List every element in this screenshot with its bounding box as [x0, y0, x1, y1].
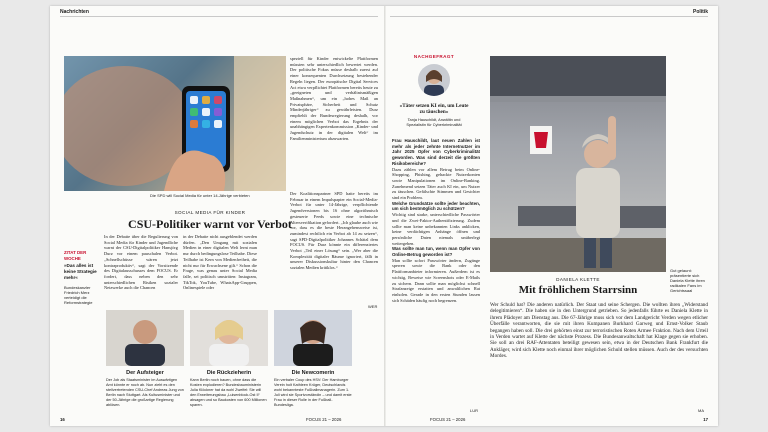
- interview-answer-2: Wichtig sind starke, unterschiedliche Passwörter und die Zwei-Faktor-Authentifizierung. Zudem sollte man keine unbekannten Links anklicken, keine verdächtigen Anhänge öffnen und persönliche Daten niemals unüberlegt weitergeben.: [392, 212, 480, 246]
- interview-question-3: Was sollte man tun, wenn man Opfer von Online-Betrug geworden ist?: [392, 246, 480, 258]
- quote-attribution: Bundeskanzler Friedrich Merz verteidigt die Reformstrategie: [64, 285, 93, 305]
- article-kicker-left: SOCIAL MEDIA FÜR KINDER: [174, 210, 246, 215]
- interview-signature: LUR: [470, 408, 479, 413]
- article-headline-left: CSU-Politiker warnt vor Verbot: [128, 217, 292, 231]
- page-number-right: 17: [703, 417, 708, 422]
- article-body-col2: [183, 234, 257, 304]
- courtroom-photo: [490, 56, 666, 272]
- interview-portrait: [418, 64, 450, 96]
- profile-photo-newcomerin: [274, 310, 352, 366]
- body-col3b: Der Koalitionspartner SPD hatte bereits im Februar in einem Impulspapier ein Social-Media-Verbot für unter 14-Jährige, verpflichtende Jugendversionen bis 16 ohne algorithmisch gesteuerte Feeds sowie eine technische Altersverifikation gefordert. „Ich glaube auch wie vor, dass es die beste Herangehensweise ist, zumindest rechtlich ein Verbot ab 14 zu setzen“, sagt SPD-Digitalpolitiker Johannes Schätzl dem FOCUS. Für Durz könnte ein differenziertes Verbot „Teil einer Lösung“ sein. „Wer aber die Komplexität digitaler Räume ignoriert, fällt in unserer Diskussionskultur hinter den Chancen sozialen Medien kritiklos.“: [290, 191, 378, 271]
- profile-photo-rueckzieherin: [190, 310, 268, 366]
- profile-text: Kann Berlin noch bauen, ohne dass die Kosten explodieren? Bundesbauministerin Julia Klöckner hat da wohl Zweifel: Sie will den Erweiterungsbau „Luisenblock-Ost II“ absagen und so Baukosten von 600 Millionen sparen.: [190, 378, 267, 407]
- interview-answer-1: Dazu zählen vor allem Betrug beim Online-Shopping, Phishing, gehackte Nutzerkonten sowie Manipulationen im Online-Banking. Zunehmend setzen Täter auch KI ein, um Nutzer zu täuschen. Gefälschte Stimmen und Gesichter sind ein Problem.: [392, 166, 480, 201]
- interview-question-1: Frau Hauschildt, laut neuen Zahlen ist mehr als jeder zehnte Internetnutzer im Jahr 2025 Opfer von Cyberkriminalität geworden. Was sind derzeit die größten Risikobereiche?: [392, 138, 480, 166]
- interview-body: [392, 138, 480, 414]
- article-body-right: [490, 302, 708, 414]
- magazine-spread: [50, 6, 718, 426]
- photo-caption-right: Gut gelaunt: präsentierte sich Daniela Klette ihren radikalen Fans im Gerichtssaal: [670, 268, 705, 293]
- profile-title: Die Newcomerin: [291, 370, 335, 376]
- interview-question-2: Welche Grundsätze sollte jeder beachten, um sich bestmöglich zu schützen?: [392, 200, 480, 212]
- smartphone-photo: [64, 56, 286, 191]
- author-signature-right: MA: [698, 408, 704, 413]
- page-number-left: 16: [60, 417, 65, 422]
- profile-rueckzieherin: [190, 370, 268, 407]
- gutter: [384, 6, 386, 426]
- header-rule-right: [390, 16, 708, 17]
- article-body-col3b: [290, 191, 378, 304]
- header-rule-left: [60, 16, 378, 17]
- quote-of-week: [64, 250, 100, 305]
- body-col3: speziell für Kinder entwickelte Plattformen müssten sehr unterschiedlich bewertet werden. Der politische Fokus müsse deshalb zuerst auf einer konsequenten Durchsetzung bestehender Regeln liegen. Der europäische Digital Services Act etwa verpflichtet Plattformen bereits heute zu „geeigneten und verhältnismäßigen Maßnahmen“, um ein „hohes Maß an Privatsphäre, Sicherheit und Schutz Minderjähriger“ zu gewährleisten. Durz empfiehlt der Bundesregierung deshalb, vor einem möglichen Verbot das Ergebnis der unabhängigen Expertenkommission „Kinder- und Jugendschutz in der digitalen Welt“ im Familienministerium abzuwarten.: [290, 56, 378, 141]
- article-body-col3: [290, 56, 378, 191]
- article-body-col1: [104, 234, 178, 304]
- author-signature-left: WER: [368, 304, 378, 309]
- smartphone-illustration: [64, 56, 286, 191]
- profile-newcomerin: [274, 370, 352, 407]
- article-kicker-right: DANIELA KLETTE: [556, 277, 600, 282]
- quote-label: ZITAT DER WOCHE: [64, 250, 87, 261]
- interview-attribution: Tanja Hauschildt, Anwältin und Spezialistin für Cyberkriminalität: [406, 117, 462, 127]
- profile-title: Die Rückzieherin: [206, 370, 252, 376]
- profile-text: Ein verbaler Coup des HSV: Der Hamburger Verein holt Kathleen Krüger, Deutschlands wohl bekannteste Fußballmanagerin. Zum 1. Juli wird sie Sportvorständin – und damit erste Frau in dieser Rolle in der Fußball-Bundesliga.: [274, 378, 352, 407]
- body-col2: in der Debatte nicht ausgeblendet werden dürfen. „Den Umgang mit sozialen Medien in einer digitalen Welt lernt man nur durch bedingungslose Teilhabe. Diese Teilhabe ist Kern von Medienfreiheit, die nicht nur für Erwachsene gilt.“ Schon die Frage, was genau unter Social Media falle, sei politisch umstritten: Instagram, TikTok, YouTube, WhatsApp-Gruppen, Onlinespiele oder: [183, 234, 257, 291]
- interview-kicker: NACHGEFRAGT: [413, 54, 455, 59]
- profile-title: Der Aufsteiger: [126, 370, 164, 376]
- footer-issue-left: FOCUS 21 – 2026: [306, 417, 342, 422]
- profile-aufsteiger: [106, 370, 184, 407]
- article-headline-right: Mit fröhlichem Starrsinn: [518, 284, 638, 296]
- profile-text: Der Job als Staatsminister im Auswärtigen Amt könnte er noch ab. Nun zieht es den stellvertretenden CSU-Chef Andreas Jung von Berlin nach Stuttgart. Als Kultusminister und der 50-Jährige die großartige Regierung ablösen.: [106, 378, 184, 407]
- interview-answer-3: Man sollte sofort Passwörter ändern, Zugänge sperren sowie die Bank oder den Plattformanbieter informieren. Außerdem ist es wichtig, Beweise wie Screenshots oder E-Mails zu sichern. Dann sollte man möglichst schnell Strafanzeige erstatten und anwaltlichen Rat einholen. Gerade in den ersten Stunden lassen sich Schäden häufig noch begrenzen.: [392, 257, 480, 303]
- section-header-right: Politik: [692, 9, 708, 15]
- photo-caption-left: Die SPD will Social Media für unter 14-Jährige verbieten: [150, 193, 250, 198]
- body-col1: In der Debatte über die Regulierung von Social Media für Kinder und Jugendliche warnt der CSU-Digitalpolitiker Hansjörg Durz vor einem pauschalen Verbot. „Schnellschüsse wären jetzt kontraproduktiv“, sagt der Vorsitzende des Digitalausschusses dem FOCUS. Er fordert, dass neben den sehr unterschiedlichen Risiken sozialer Netzwerke auch die Chancen: [104, 234, 178, 291]
- profile-photo-aufsteiger: [106, 310, 184, 366]
- quote-text: »Das alles ist keine Strategie mehr«: [64, 263, 97, 280]
- footer-issue-right: FOCUS 21 – 2026: [430, 417, 466, 422]
- body-right: Wer Schuld hat? Die anderen natürlich. Der Staat und seine Schergen. Die wollten ihren „Widerstand delegitimieren“. Die haben sie in den Untergrund getrieben. So jedenfalls führte es Daniela Klette in ihrem Plädoyer am Dienstag aus. Die 67-Jährige muss sich vor dem Landgericht Verden wegen etlicher Überfälle verantworten, die sie mit ihren Kumpanen Burkhard Garweg und Ernst-Volker Staub begangen haben soll. Die drei gehörten einst zur terroristischen Roten Armee Fraktion. Nach dem Urteil in Verden wartet auf Klette der nächste Prozess. Die Bundesanwaltschaft hat Klage gegen sie erhoben. Sie soll an drei RAF-Attentaten beteiligt gewesen sein, etwa in der Deutschen Bank Frankfurt die Ankläger, wird sich Klette noch einmal ihrer möglichen Schuld stellen müssen. Auch der des versuchten Mordes.: [490, 302, 708, 360]
- interview-quote: »Täter setzen KI ein, um Leute zu täuschen«: [399, 103, 469, 116]
- section-header-left: Nachrichten: [60, 9, 89, 15]
- courtroom-illustration: [490, 56, 666, 272]
